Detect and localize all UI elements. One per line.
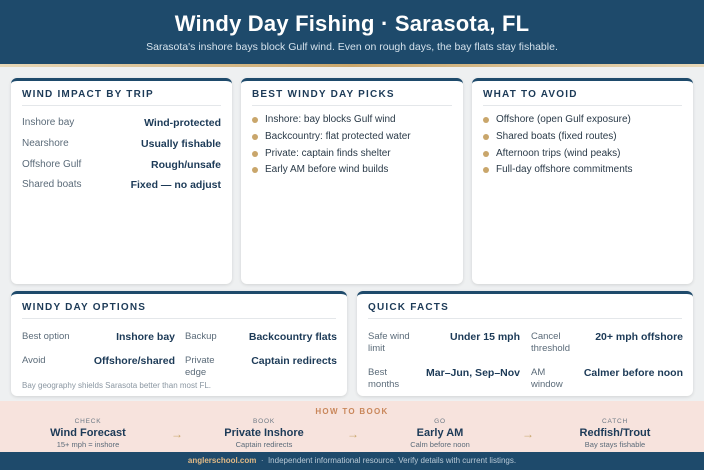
- option-avoid: [22, 355, 175, 369]
- step-check: [28, 418, 148, 449]
- option-value: Backcountry flats: [248, 331, 337, 343]
- options-note: Bay geography shields Sarasota better than most FL.: [22, 381, 211, 390]
- arrow-right-icon: →: [522, 427, 534, 441]
- wind-impact-card: [11, 78, 232, 284]
- impact-label: Nearshore: [22, 138, 69, 149]
- step-main: Wind Forecast: [50, 427, 126, 439]
- fact-am-window: [531, 367, 683, 393]
- how-to-book-title: HOW TO BOOK: [315, 407, 389, 416]
- step-sub: 15+ mph = inshore: [56, 440, 120, 449]
- footer-separator: ·: [260, 456, 264, 465]
- step-main: Early AM: [416, 427, 464, 439]
- step-label: BOOK: [253, 418, 275, 425]
- fact-value: Under 15 mph: [449, 331, 520, 343]
- fact-best-months: [368, 367, 520, 393]
- bullet-icon: [252, 151, 258, 157]
- best-picks-title: BEST WINDY DAY PICKS: [252, 89, 395, 100]
- step-main: Private Inshore: [224, 427, 304, 439]
- fact-safe-wind: [368, 331, 520, 357]
- footer-text: Independent informational resource. Verify details with current listings.: [267, 456, 517, 465]
- options-card: [11, 291, 347, 396]
- option-value: Offshore/shared: [93, 355, 175, 367]
- step-catch: [555, 418, 675, 449]
- header-divider: [0, 64, 704, 67]
- impact-row: [22, 179, 221, 193]
- impact-value: Usually fishable: [141, 138, 221, 150]
- fact-label: AM window: [531, 367, 563, 390]
- step-sub: Bay stays fishable: [584, 440, 646, 449]
- fact-value: Calmer before noon: [583, 367, 683, 379]
- page-title: Windy Day Fishing · Sarasota, FL: [174, 11, 530, 36]
- impact-row: [22, 159, 221, 173]
- avoid-title: WHAT TO AVOID: [483, 89, 578, 100]
- fact-label: Best months: [368, 367, 400, 390]
- impact-row: [22, 138, 221, 152]
- list-item: Private: captain finds shelter: [252, 148, 455, 162]
- step-sub: Calm before noon: [410, 440, 470, 449]
- options-title: WINDY DAY OPTIONS: [22, 302, 147, 313]
- impact-value: Wind-protected: [144, 117, 221, 129]
- list-item: Full-day offshore commitments: [483, 164, 685, 178]
- best-picks-card: [241, 78, 463, 284]
- arrow-right-icon: →: [171, 427, 183, 441]
- wind-impact-title: WIND IMPACT BY TRIP: [22, 89, 154, 100]
- list-item: Offshore (open Gulf exposure): [483, 114, 685, 128]
- step-label: CHECK: [74, 418, 102, 425]
- bullet-icon: [483, 134, 489, 140]
- impact-label: Offshore Gulf: [22, 159, 82, 170]
- footer-brand-link[interactable]: anglerschool.com: [187, 456, 257, 465]
- step-sub: Captain redirects: [235, 440, 293, 449]
- option-private: [185, 355, 337, 381]
- step-label: CATCH: [602, 418, 628, 425]
- fact-value: 20+ mph offshore: [595, 331, 683, 343]
- fact-label: Safe wind limit: [368, 331, 410, 354]
- quick-facts-card: [357, 291, 693, 396]
- step-main: Redfish/Trout: [579, 427, 651, 439]
- footer: [0, 452, 704, 470]
- list-item: Shared boats (fixed routes): [483, 131, 685, 145]
- bullet-icon: [483, 117, 489, 123]
- bullet-icon: [252, 134, 258, 140]
- option-backup: [185, 331, 337, 345]
- arrow-right-icon: →: [347, 427, 359, 441]
- option-value: Inshore bay: [116, 331, 175, 343]
- bullet-icon: [483, 167, 489, 173]
- option-label: Backup: [185, 331, 217, 342]
- option-value: Captain redirects: [251, 355, 337, 367]
- fact-cancel: [531, 331, 683, 357]
- list-item: Backcountry: flat protected water: [252, 131, 455, 145]
- step-book: [204, 418, 324, 449]
- quick-facts-title: QUICK FACTS: [368, 302, 449, 313]
- divider: [252, 105, 452, 106]
- list-item: Inshore: bay blocks Gulf wind: [252, 114, 455, 128]
- bullet-icon: [252, 167, 258, 173]
- divider: [483, 105, 682, 106]
- header-banner: [0, 0, 704, 64]
- impact-value: Fixed — no adjust: [130, 179, 221, 191]
- how-to-book-section: [0, 401, 704, 452]
- impact-label: Shared boats: [22, 179, 82, 190]
- step-label: GO: [434, 418, 446, 425]
- list-item: Afternoon trips (wind peaks): [483, 148, 685, 162]
- fact-label: Cancel threshold: [531, 331, 571, 354]
- bullet-icon: [252, 117, 258, 123]
- divider: [368, 318, 682, 319]
- option-label: Best option: [22, 331, 70, 342]
- list-item: Early AM before wind builds: [252, 164, 455, 178]
- impact-row: [22, 117, 221, 131]
- impact-value: Rough/unsafe: [151, 159, 221, 171]
- option-best: [22, 331, 175, 345]
- bullet-icon: [483, 151, 489, 157]
- divider: [22, 105, 221, 106]
- option-label: Avoid: [22, 355, 46, 366]
- option-label: Private edge: [185, 355, 215, 378]
- page-subtitle: Sarasota's inshore bays block Gulf wind. Even on rough days, the bay flats stay fishable.: [146, 41, 558, 53]
- avoid-card: [472, 78, 693, 284]
- divider: [22, 318, 336, 319]
- step-go: [380, 418, 500, 449]
- impact-label: Inshore bay: [22, 117, 75, 128]
- fact-value: Mar–Jun, Sep–Nov: [426, 367, 520, 379]
